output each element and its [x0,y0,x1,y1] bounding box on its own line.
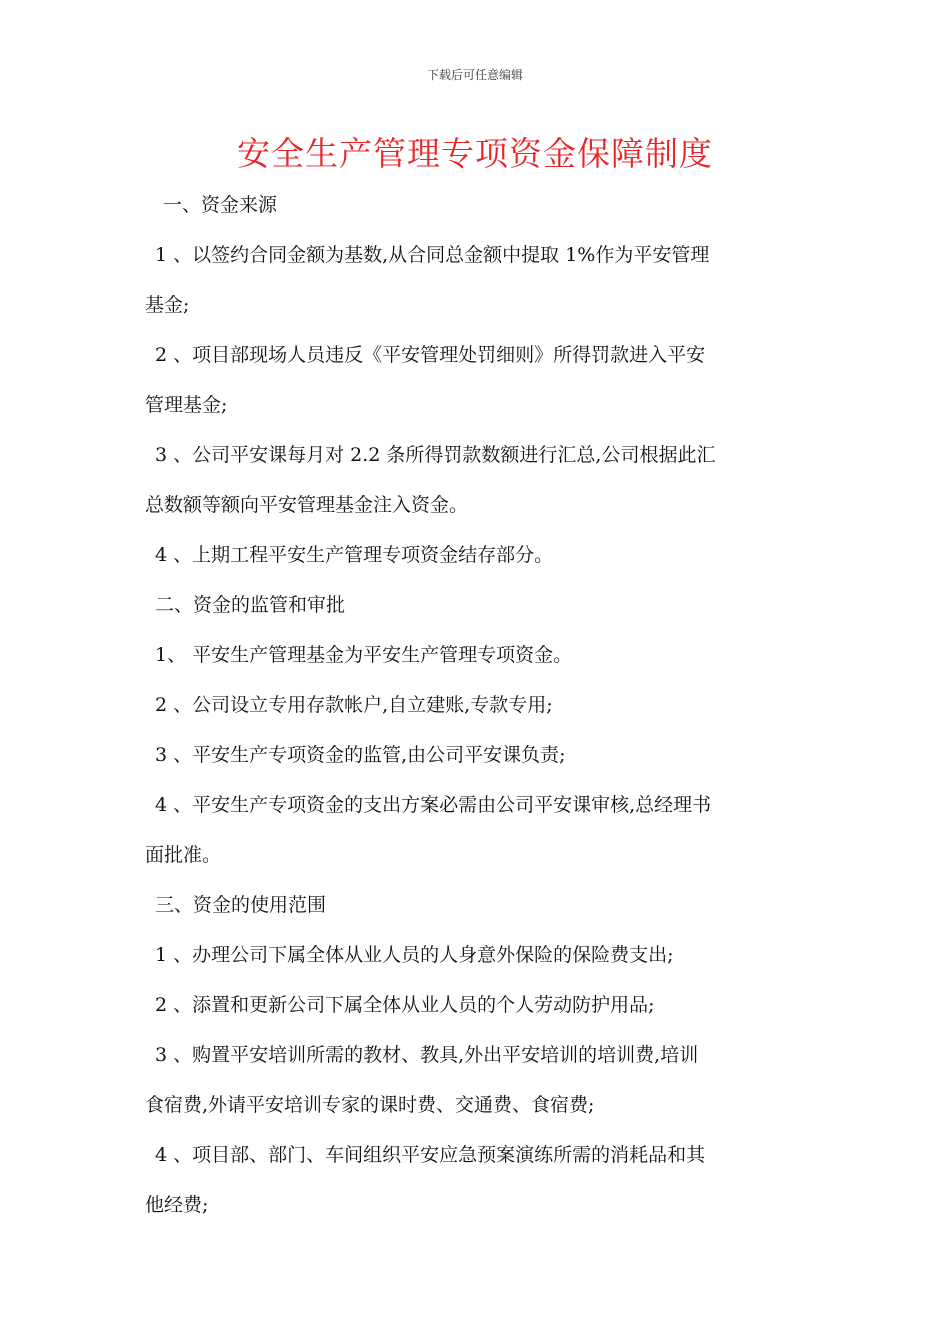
section-heading: 二、资金的监管和审批 [155,594,346,616]
section-heading: 三、资金的使用范围 [155,894,327,916]
list-item-continuation: 面批准。 [145,844,222,866]
document-body [145,180,810,1230]
list-item-continuation: 管理基金; [145,394,228,416]
list-item: 4 、上期工程平安生产管理专项资金结存部分。 [155,544,554,566]
list-item-continuation: 基金; [145,294,190,316]
list-item: 1、 平安生产管理基金为平安生产管理专项资金。 [155,644,573,666]
list-item: 2 、项目部现场人员违反《平安管理处罚细则》所得罚款进入平安 [155,344,706,366]
list-item: 4 、项目部、部门、车间组织平安应急预案演练所需的消耗品和其 [155,1144,706,1166]
document-title: 安全生产管理专项资金保障制度 [237,134,713,173]
list-item: 3 、购置平安培训所需的教材、教具,外出平安培训的培训费,培训 [155,1044,699,1066]
list-item: 2 、添置和更新公司下属全体从业人员的个人劳动防护用品; [155,994,655,1016]
list-item-continuation: 食宿费,外请平安培训专家的课时费、交通费、食宿费; [145,1094,595,1116]
list-item: 2 、公司设立专用存款帐户,自立建账,专款专用; [155,694,553,716]
list-item: 4 、平安生产专项资金的支出方案必需由公司平安课审核,总经理书 [155,794,712,816]
list-item: 3 、公司平安课每月对 2.2 条所得罚款数额进行汇总,公司根据此汇 [155,444,716,466]
list-item-continuation: 他经费; [145,1194,209,1216]
list-item: 1 、办理公司下属全体从业人员的人身意外保险的保险费支出; [155,944,674,966]
list-item: 3 、平安生产专项资金的监管,由公司平安课负责; [155,744,566,766]
list-item-continuation: 总数额等额向平安管理基金注入资金。 [145,494,469,516]
page-header-note: 下载后可任意编辑 [426,68,523,82]
list-item: 1 、以签约合同金额为基数,从合同总金额中提取 1%作为平安管理 [155,244,710,266]
section-heading: 一、资金来源 [163,194,278,216]
